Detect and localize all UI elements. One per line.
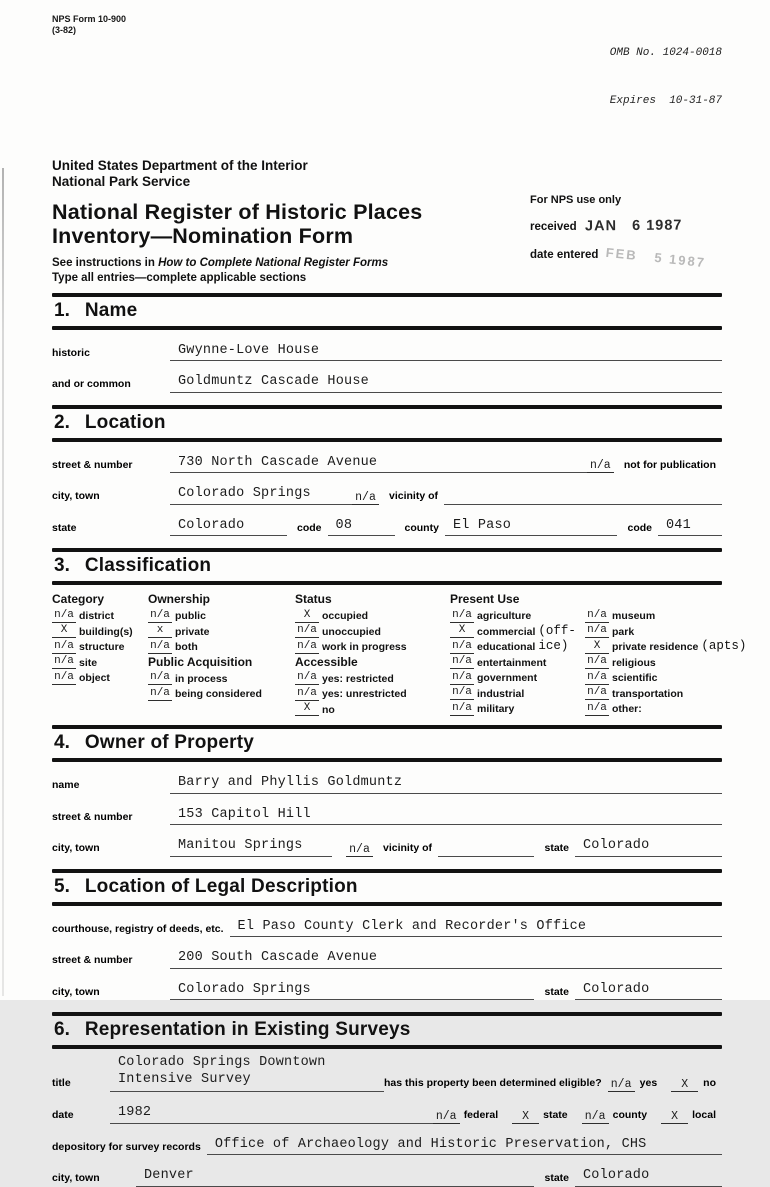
survey-city-row [52, 1168, 722, 1187]
date-entered-stamp: FEB 5 1987 [605, 244, 708, 270]
section-divider [52, 1045, 722, 1049]
classification-item [450, 638, 585, 654]
checkbox-mark: x [148, 625, 172, 638]
county-survey-label: county [612, 1108, 648, 1121]
checkbox-mark: n/a [585, 703, 609, 716]
checkbox-mark: n/a [450, 610, 474, 623]
federal-label: federal [463, 1108, 499, 1121]
form-title-line1: National Register of Historic Places [52, 199, 423, 224]
instructions-prefix: See instructions in [52, 256, 159, 269]
section2-title: Location [84, 411, 166, 433]
state-value: Colorado [170, 518, 287, 537]
checkbox-mark: X [585, 641, 609, 654]
owner-vicinity-mark: n/a [346, 844, 373, 857]
historic-name-row [52, 343, 722, 362]
typed-annotation: (off- [538, 623, 576, 638]
legal-city-label: city, town [52, 985, 100, 998]
status-column [295, 592, 450, 716]
ownership-items [148, 607, 295, 654]
present-use-title-spacer [585, 592, 722, 607]
accessible-items [295, 670, 450, 717]
checkbox-mark: n/a [295, 672, 319, 685]
checkbox-mark: n/a [52, 610, 76, 623]
state-survey-mark: X [512, 1111, 539, 1124]
omb-line1: OMB No. 1024-0018 [609, 46, 722, 59]
local-label: local [692, 1108, 716, 1121]
checkbox-mark: X [450, 625, 474, 638]
public-acquisition-items [148, 670, 295, 701]
omb-number [610, 14, 722, 142]
present-use-column-2 [585, 592, 747, 716]
street-value: 730 North Cascade Avenue [170, 455, 587, 474]
owner-state-label: state [544, 842, 569, 855]
omb-line2: Expires 10-31-87 [609, 94, 722, 107]
eligible-no-mark: X [671, 1079, 698, 1092]
form-number-line2: (3-82) [52, 24, 77, 35]
blank-line [438, 854, 534, 857]
classification-item [148, 685, 295, 701]
classification-item [52, 669, 148, 685]
instructions-line2: Type all entries—complete applicable sections [52, 271, 307, 284]
classification-item [295, 638, 450, 654]
present-use-items-1 [450, 607, 585, 716]
survey-title-line1: Colorado Springs Downtown [118, 1055, 326, 1071]
section3-heading [52, 552, 722, 581]
section1-heading [52, 297, 722, 326]
vicinity-label: vicinity of [389, 490, 439, 503]
checkbox-label: unoccupied [322, 625, 381, 638]
instructions-manual-name: How to Complete National Register Forms [158, 256, 389, 269]
checkbox-mark: n/a [450, 687, 474, 700]
survey-title-row [52, 1055, 722, 1092]
date-entered-label: date entered [530, 248, 599, 261]
survey-city-value: Denver [136, 1168, 534, 1187]
owner-state-value: Colorado [575, 838, 722, 857]
section6-title: Representation in Existing Surveys [84, 1019, 411, 1041]
not-for-publication-group [587, 460, 722, 474]
status-title: Status [295, 592, 332, 607]
nps-use-box [530, 193, 722, 270]
checkbox-mark: n/a [148, 688, 172, 701]
street-row [52, 455, 722, 474]
classification-item [295, 607, 450, 623]
classification-item [148, 607, 295, 623]
checkbox-label: agriculture [477, 610, 532, 623]
vicinity-mark: n/a [352, 492, 379, 505]
checkbox-label: work in progress [322, 641, 407, 654]
checkbox-label: park [612, 625, 635, 638]
department-title: United States Department of the Interior [52, 157, 308, 173]
checkbox-mark: n/a [585, 610, 609, 623]
checkbox-label: educational [477, 641, 536, 654]
checkbox-label: no [322, 703, 335, 716]
section5-title: Location of Legal Description [84, 875, 358, 897]
owner-street-value: 153 Capitol Hill [170, 807, 722, 826]
form-number [52, 14, 126, 36]
city-value: Colorado Springs [170, 486, 352, 505]
common-name-label: and or common [52, 378, 131, 391]
checkbox-label: military [477, 703, 515, 716]
state-survey-label: state [543, 1108, 568, 1121]
classification-item [148, 670, 295, 686]
form-number-line1: NPS Form 10-900 [52, 14, 127, 24]
form-title [52, 200, 530, 248]
state-row [52, 518, 722, 549]
eligible-yes-label: yes [639, 1077, 658, 1090]
eligible-group [384, 1078, 722, 1092]
owner-street-label: street & number [52, 810, 133, 823]
owner-name-label: name [52, 779, 80, 792]
checkbox-label: in process [175, 672, 228, 685]
checkbox-label: other: [612, 703, 642, 716]
historic-value: Gwynne-Love House [170, 343, 722, 362]
checkbox-mark: n/a [52, 672, 76, 685]
checkbox-mark: n/a [148, 641, 172, 654]
county-label: county [404, 521, 439, 534]
form-title-line2: Inventory—Nomination Form [52, 223, 354, 248]
section2-heading [52, 409, 722, 438]
legal-street-label: street & number [52, 954, 133, 967]
state-code-label: code [297, 521, 322, 534]
present-use-title: Present Use [450, 592, 520, 607]
eligible-question: has this property been determined eligible? [384, 1077, 602, 1090]
legal-street-value: 200 South Cascade Avenue [170, 950, 722, 969]
checkbox-label: building(s) [79, 625, 133, 638]
status-items [295, 607, 450, 654]
section-divider [52, 758, 722, 762]
checkbox-label: both [175, 641, 198, 654]
checkbox-label: religious [612, 656, 656, 669]
typed-annotation: ice) [538, 639, 569, 654]
checkbox-label: site [79, 656, 98, 669]
classification-item [295, 685, 450, 701]
survey-title-line2: Intensive Survey [118, 1072, 251, 1088]
ownership-column [148, 592, 295, 716]
section-divider [52, 438, 722, 442]
checkbox-mark: n/a [52, 656, 76, 669]
checkbox-label: industrial [477, 687, 525, 700]
received-date-stamp: JAN 6 1987 [584, 217, 683, 234]
section-divider [52, 902, 722, 906]
legal-street-row [52, 950, 722, 969]
owner-vicinity-label: vicinity of [383, 842, 433, 855]
survey-date-label: date [52, 1108, 74, 1121]
section2-number: 2. [54, 411, 70, 433]
agency-title: National Park Service [52, 173, 191, 189]
checkbox-label: government [477, 672, 538, 685]
checkbox-mark: n/a [450, 672, 474, 685]
ownership-title: Ownership [148, 592, 211, 607]
legal-city-row [52, 982, 722, 1013]
received-row [530, 218, 722, 234]
survey-state-label: state [544, 1172, 569, 1185]
not-for-publication-mark: n/a [587, 460, 614, 473]
checkbox-label: occupied [322, 610, 369, 623]
blank-line [444, 502, 722, 505]
header-left [52, 142, 530, 286]
checkbox-mark: X [295, 703, 319, 716]
courthouse-row [52, 919, 722, 938]
checkbox-label: scientific [612, 672, 658, 685]
legal-state-label: state [544, 985, 569, 998]
state-label: state [52, 521, 77, 534]
section6-heading [52, 1016, 722, 1045]
local-mark: X [661, 1111, 688, 1124]
county-value: El Paso [445, 518, 618, 537]
depository-value: Office of Archaeology and Historic Preservation, CHS [207, 1137, 722, 1156]
legal-state-value: Colorado [575, 982, 722, 1001]
classification-item [52, 623, 148, 639]
classification-item [450, 654, 585, 670]
classification-item [585, 638, 747, 654]
survey-city-label: city, town [52, 1172, 100, 1185]
survey-level-group [433, 1110, 722, 1124]
county-code-label: code [627, 521, 652, 534]
classification-item [450, 669, 585, 685]
courthouse-label: courthouse, registry of deeds, etc. [52, 922, 224, 935]
courthouse-value: El Paso County Clerk and Recorder's Office [230, 919, 722, 938]
owner-name-value: Barry and Phyllis Goldmuntz [170, 775, 722, 794]
classification-item [585, 654, 722, 670]
survey-state-value: Colorado [575, 1168, 722, 1187]
received-label: received [530, 220, 577, 233]
classification-item [295, 701, 450, 717]
eligible-no-label: no [703, 1077, 716, 1090]
category-title: Category [52, 592, 105, 607]
classification-item [148, 638, 295, 654]
category-items [52, 607, 148, 685]
checkbox-mark: n/a [52, 641, 76, 654]
header-right [530, 142, 722, 286]
classification-item [450, 700, 585, 716]
checkbox-mark: n/a [295, 625, 319, 638]
classification-item [585, 669, 722, 685]
section1-number: 1. [54, 299, 70, 321]
checkbox-label: commercial [477, 625, 536, 638]
checkbox-mark: n/a [295, 641, 319, 654]
scan-edge-artifact [2, 168, 4, 996]
depository-label: depository for survey records [52, 1140, 201, 1153]
city-row [52, 486, 722, 505]
state-code-value: 08 [328, 518, 395, 537]
classification-item [585, 607, 722, 623]
classification-item [450, 685, 585, 701]
typed-annotation: (apts) [701, 639, 747, 654]
checkbox-mark: n/a [148, 610, 172, 623]
owner-city-value: Manitou Springs [170, 838, 332, 857]
checkbox-label: museum [612, 610, 656, 623]
classification-grid [52, 585, 747, 725]
checkbox-mark: n/a [295, 688, 319, 701]
classification-item [450, 607, 585, 623]
section4-number: 4. [54, 732, 70, 754]
checkbox-mark: n/a [148, 672, 172, 685]
legal-city-value: Colorado Springs [170, 982, 534, 1001]
checkbox-mark: n/a [450, 656, 474, 669]
depository-row [52, 1137, 722, 1156]
owner-city-row [52, 838, 722, 869]
section6-number: 6. [54, 1019, 70, 1041]
checkbox-mark: n/a [585, 687, 609, 700]
checkbox-label: entertainment [477, 656, 547, 669]
survey-date-row [52, 1105, 722, 1124]
date-entered-row [530, 244, 722, 270]
checkbox-mark: n/a [585, 656, 609, 669]
section1-title: Name [84, 299, 138, 321]
category-column [52, 592, 148, 716]
checkbox-label: yes: restricted [322, 672, 394, 685]
common-name-value: Goldmuntz Cascade House [170, 374, 722, 393]
instructions-line1 [52, 256, 530, 271]
checkbox-mark: n/a [450, 703, 474, 716]
classification-item [52, 638, 148, 654]
not-for-publication-label: not for publication [623, 458, 716, 471]
section4-title: Owner of Property [84, 732, 255, 754]
present-use-items-2 [585, 607, 747, 716]
survey-title-value [110, 1055, 384, 1092]
section-divider [52, 326, 722, 330]
checkbox-label: private [175, 625, 210, 638]
classification-item [585, 623, 722, 639]
owner-name-row [52, 775, 722, 794]
checkbox-mark: X [295, 610, 319, 623]
city-label: city, town [52, 490, 100, 503]
checkbox-label: object [79, 672, 110, 685]
instructions [52, 256, 530, 286]
section5-heading [52, 873, 722, 902]
classification-item [585, 700, 722, 716]
checkbox-label: structure [79, 641, 125, 654]
classification-item [52, 607, 148, 623]
section3-number: 3. [54, 555, 70, 577]
checkbox-label: district [79, 610, 115, 623]
survey-title-label: title [52, 1077, 71, 1090]
federal-mark: n/a [433, 1111, 460, 1124]
nps-use-label: For NPS use only [530, 193, 622, 206]
county-code-value: 041 [658, 518, 722, 537]
present-use-column-1 [450, 592, 585, 716]
checkbox-label: transportation [612, 687, 684, 700]
checkbox-label: public [175, 610, 206, 623]
section5-number: 5. [54, 875, 70, 897]
historic-label: historic [52, 346, 90, 359]
classification-item [148, 623, 295, 639]
common-name-row [52, 374, 722, 405]
owner-city-label: city, town [52, 842, 100, 855]
classification-item [585, 685, 722, 701]
checkbox-mark: n/a [450, 641, 474, 654]
street-label: street & number [52, 458, 133, 471]
classification-item [450, 623, 585, 639]
survey-date-value: 1982 [110, 1105, 433, 1124]
public-acquisition-title: Public Acquisition [148, 654, 253, 669]
checkbox-label: being considered [175, 688, 262, 701]
section4-heading [52, 729, 722, 758]
checkbox-label: private residence [612, 641, 699, 654]
owner-street-row [52, 807, 722, 826]
classification-item [295, 670, 450, 686]
checkbox-label: yes: unrestricted [322, 688, 407, 701]
county-mark: n/a [582, 1111, 609, 1124]
classification-item [52, 654, 148, 670]
section3-title: Classification [84, 555, 212, 577]
accessible-title: Accessible [295, 654, 358, 669]
header [52, 142, 722, 286]
checkbox-mark: n/a [585, 625, 609, 638]
checkbox-mark: n/a [585, 672, 609, 685]
form-meta-row [52, 14, 722, 142]
eligible-yes-mark: n/a [608, 1079, 635, 1092]
checkbox-mark: X [52, 625, 76, 638]
classification-item [295, 623, 450, 639]
